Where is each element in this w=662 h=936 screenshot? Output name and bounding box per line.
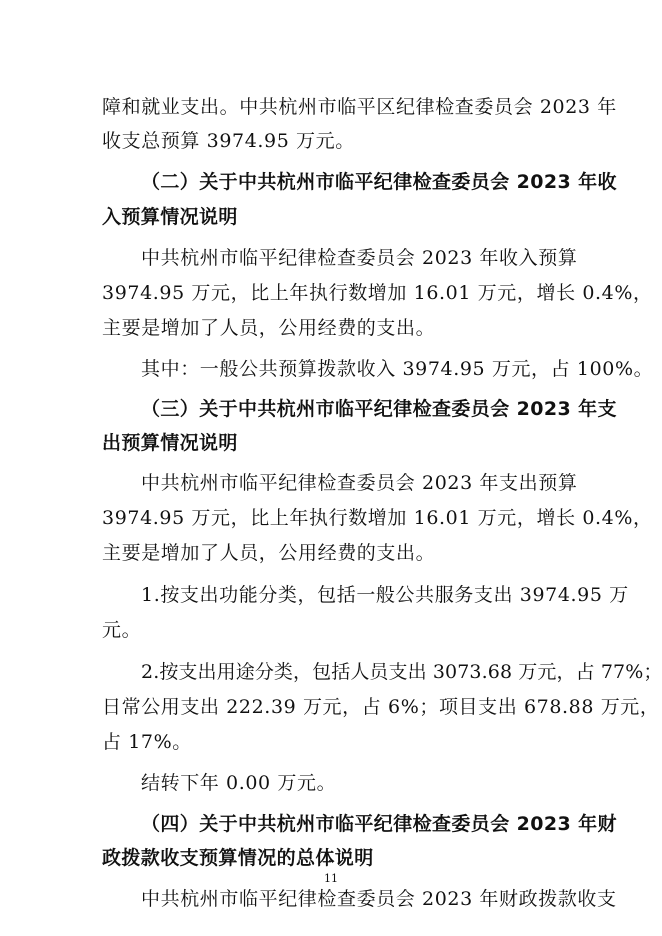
paragraph-line: 收支总预算 3974.95 万元。 bbox=[102, 130, 355, 152]
page-number: 11 bbox=[324, 872, 338, 885]
section-heading-3-continued: 出预算情况说明 bbox=[102, 432, 238, 454]
paragraph-line: 元。 bbox=[102, 619, 142, 641]
paragraph-line: 中共杭州市临平纪律检查委员会 2023 年财政拨款收支 bbox=[141, 888, 617, 910]
section-heading-2: （二）关于中共杭州市临平纪律检查委员会 2023 年收 bbox=[141, 171, 617, 193]
paragraph-line: 日常公用支出 222.39 万元，占 6%；项目支出 678.88 万元， bbox=[102, 696, 660, 718]
paragraph-line: 3974.95 万元，比上年执行数增加 16.01 万元，增长 0.4%， bbox=[102, 282, 653, 304]
section-heading-3: （三）关于中共杭州市临平纪律检查委员会 2023 年支 bbox=[141, 398, 617, 420]
paragraph-line: 3974.95 万元，比上年执行数增加 16.01 万元，增长 0.4%， bbox=[102, 507, 653, 529]
section-heading-2-continued: 入预算情况说明 bbox=[102, 206, 238, 228]
carryover-line: 结转下年 0.00 万元。 bbox=[141, 772, 337, 794]
paragraph-line: 中共杭州市临平纪律检查委员会 2023 年支出预算 bbox=[141, 472, 578, 494]
paragraph-line: 主要是增加了人员，公用经费的支出。 bbox=[102, 317, 436, 339]
paragraph-line: 中共杭州市临平纪律检查委员会 2023 年收入预算 bbox=[141, 247, 578, 269]
paragraph-line: 占 17%。 bbox=[102, 731, 192, 753]
section-heading-4: （四）关于中共杭州市临平纪律检查委员会 2023 年财 bbox=[141, 813, 617, 835]
list-item-functional: 1.按支出功能分类，包括一般公共服务支出 3974.95 万 bbox=[141, 584, 629, 606]
paragraph-line: 其中：一般公共预算拨款收入 3974.95 万元，占 100%。 bbox=[141, 358, 654, 380]
paragraph-line: 主要是增加了人员，公用经费的支出。 bbox=[102, 542, 436, 564]
section-heading-4-continued: 政拨款收支预算情况的总体说明 bbox=[102, 847, 374, 869]
list-item-purpose: 2.按支出用途分类，包括人员支出 3073.68 万元，占 77%； bbox=[141, 661, 662, 683]
paragraph-line: 障和就业支出。中共杭州市临平区纪律检查委员会 2023 年 bbox=[102, 96, 617, 118]
